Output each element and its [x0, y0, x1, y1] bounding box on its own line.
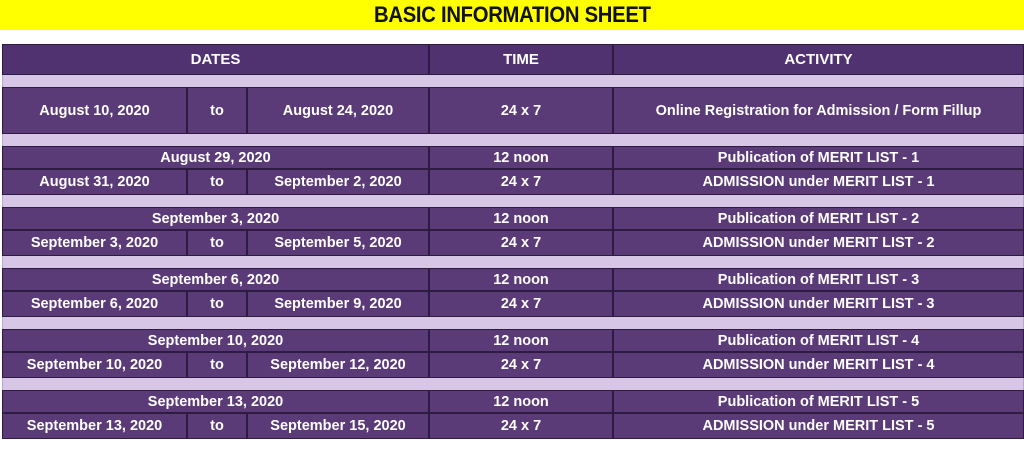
event-date: August 29, 2020: [2, 146, 429, 169]
time-cell: 24 x 7: [429, 352, 613, 378]
table-row: [2, 169, 1024, 195]
activity-cell: Online Registration for Admission / Form Fillup: [613, 87, 1024, 134]
start-date: September 13, 2020: [2, 413, 187, 439]
event-date: September 6, 2020: [2, 268, 429, 291]
start-date: August 10, 2020: [2, 87, 187, 134]
table-row: [2, 230, 1024, 256]
row-separator: [2, 75, 1024, 87]
row-separator: [2, 256, 1024, 268]
table-row: [2, 146, 1024, 169]
row-separator: [2, 378, 1024, 390]
event-date: September 3, 2020: [2, 207, 429, 230]
activity-cell: ADMISSION under MERIT LIST - 4: [613, 352, 1024, 378]
table-row: [2, 87, 1024, 134]
time-cell: 12 noon: [429, 390, 613, 413]
table-row: [2, 291, 1024, 317]
table-row: [2, 207, 1024, 230]
end-date: September 12, 2020: [247, 352, 429, 378]
time-cell: 12 noon: [429, 146, 613, 169]
event-date: September 13, 2020: [2, 390, 429, 413]
start-date: September 6, 2020: [2, 291, 187, 317]
row-separator: [2, 195, 1024, 207]
time-cell: 24 x 7: [429, 87, 613, 134]
start-date: September 10, 2020: [2, 352, 187, 378]
range-to: to: [187, 352, 247, 378]
activity-cell: Publication of MERIT LIST - 1: [613, 146, 1024, 169]
range-to: to: [187, 413, 247, 439]
activity-cell: ADMISSION under MERIT LIST - 2: [613, 230, 1024, 256]
end-date: September 2, 2020: [247, 169, 429, 195]
activity-cell: Publication of MERIT LIST - 3: [613, 268, 1024, 291]
end-date: August 24, 2020: [247, 87, 429, 134]
activity-cell: ADMISSION under MERIT LIST - 3: [613, 291, 1024, 317]
table-row: [2, 390, 1024, 413]
start-date: August 31, 2020: [2, 169, 187, 195]
time-cell: 12 noon: [429, 329, 613, 352]
end-date: September 9, 2020: [247, 291, 429, 317]
table-row: [2, 413, 1024, 439]
activity-cell: ADMISSION under MERIT LIST - 5: [613, 413, 1024, 439]
time-cell: 24 x 7: [429, 230, 613, 256]
event-date: September 10, 2020: [2, 329, 429, 352]
schedule-table: [2, 44, 1024, 439]
time-cell: 12 noon: [429, 268, 613, 291]
activity-cell: Publication of MERIT LIST - 5: [613, 390, 1024, 413]
activity-cell: Publication of MERIT LIST - 4: [613, 329, 1024, 352]
range-to: to: [187, 291, 247, 317]
end-date: September 15, 2020: [247, 413, 429, 439]
range-to: to: [187, 169, 247, 195]
table-row: [2, 268, 1024, 291]
activity-cell: Publication of MERIT LIST - 2: [613, 207, 1024, 230]
table-row: [2, 329, 1024, 352]
activity-cell: ADMISSION under MERIT LIST - 1: [613, 169, 1024, 195]
time-cell: 12 noon: [429, 207, 613, 230]
time-cell: 24 x 7: [429, 169, 613, 195]
time-cell: 24 x 7: [429, 291, 613, 317]
header-dates: DATES: [2, 44, 429, 75]
title-bar: [0, 0, 1024, 30]
row-separator: [2, 134, 1024, 146]
header-row: [2, 44, 1024, 75]
row-separator: [2, 317, 1024, 329]
start-date: September 3, 2020: [2, 230, 187, 256]
time-cell: 24 x 7: [429, 413, 613, 439]
header-time: TIME: [429, 44, 613, 75]
end-date: September 5, 2020: [247, 230, 429, 256]
range-to: to: [187, 230, 247, 256]
page-title: BASIC INFORMATION SHEET: [373, 2, 651, 27]
range-to: to: [187, 87, 247, 134]
table-row: [2, 352, 1024, 378]
header-activity: ACTIVITY: [613, 44, 1024, 75]
